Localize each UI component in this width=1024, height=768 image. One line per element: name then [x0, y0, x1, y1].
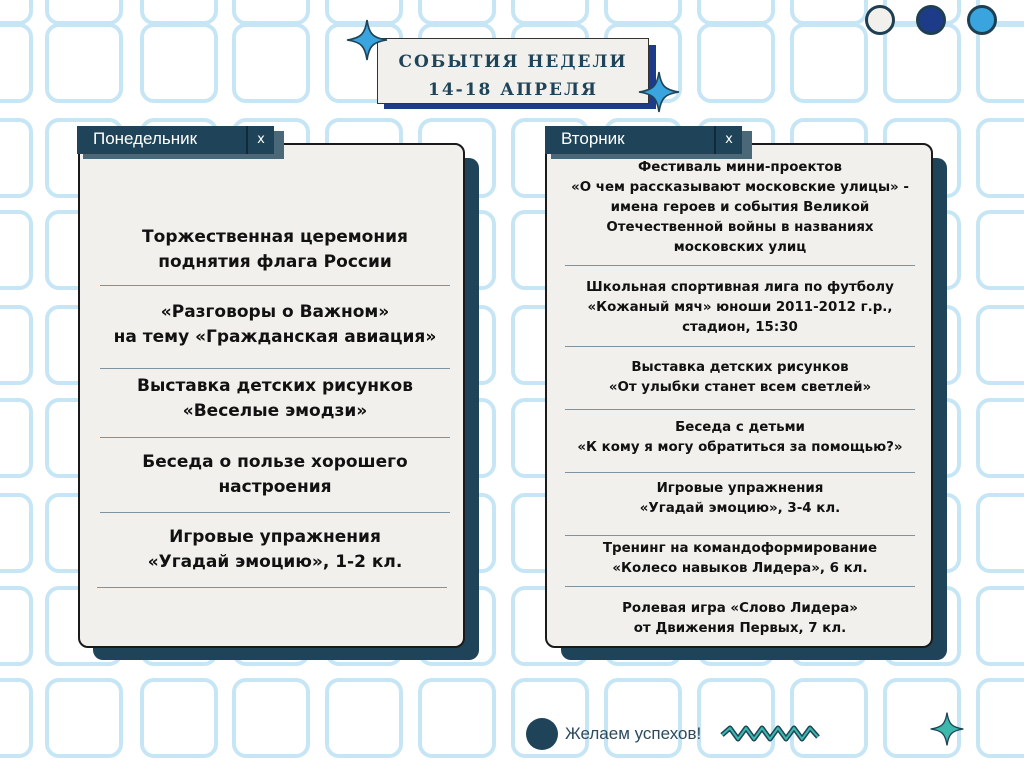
item-text: Ролевая игра «Слово Лидера» [622, 601, 858, 616]
close-icon[interactable]: x [714, 126, 742, 154]
grid-cell [883, 23, 961, 103]
list-item [559, 358, 921, 398]
item-text: «Угадай эмоцию», 1-2 кл. [147, 552, 403, 572]
divider [565, 586, 915, 587]
grid-cell [976, 586, 1024, 666]
grid-cell [418, 678, 496, 758]
grid-cell [45, 23, 123, 103]
list-item [559, 539, 921, 579]
divider [565, 535, 915, 536]
page-title [377, 38, 649, 104]
tuesday-panel [545, 143, 933, 648]
divider [565, 409, 915, 410]
grid-cell [976, 305, 1024, 385]
item-text: «Разговоры о Важном» [160, 302, 390, 322]
grid-cell [976, 210, 1024, 290]
list-item [100, 300, 450, 350]
grid-cell [0, 398, 33, 478]
divider [565, 472, 915, 473]
grid-cell [140, 23, 218, 103]
grid-cell [325, 678, 403, 758]
tab-label: Понедельник [93, 129, 198, 148]
divider [97, 587, 447, 588]
list-item [100, 525, 450, 575]
list-item [559, 479, 921, 519]
grid-cell [604, 0, 682, 25]
list-item [559, 158, 921, 258]
divider [100, 368, 450, 369]
list-item [559, 599, 921, 639]
grid-cell [976, 678, 1024, 758]
tab-label: Вторник [561, 129, 625, 148]
grid-cell [0, 586, 33, 666]
grid-cell [232, 678, 310, 758]
item-text: настроения [218, 477, 332, 497]
grid-cell [232, 0, 310, 25]
grid-cell [0, 493, 33, 573]
monday-panel [78, 143, 465, 648]
grid-cell [790, 678, 868, 758]
title-dates: 14-18 АПРЕЛЯ [428, 80, 598, 100]
tab-tuesday[interactable] [545, 126, 742, 154]
zigzag-icon [720, 725, 820, 745]
item-text: «Веселые эмодзи» [182, 401, 368, 421]
grid-cell [232, 23, 310, 103]
grid-cell [790, 0, 868, 25]
item-text: стадион, 15:30 [682, 320, 798, 335]
sparkle-icon [345, 18, 389, 62]
close-icon[interactable]: x [246, 126, 274, 154]
divider [565, 265, 915, 266]
grid-cell [976, 493, 1024, 573]
item-text: «О чем рассказывают московские улицы» - [571, 180, 909, 195]
item-text: «К кому я могу обратиться за помощью?» [577, 440, 903, 455]
footer-dot [526, 718, 558, 750]
item-text: Школьная спортивная лига по футболу [586, 280, 894, 295]
title-heading: СОБЫТИЯ НЕДЕЛИ [398, 52, 628, 72]
item-text: Игровые упражнения [656, 481, 824, 496]
divider [565, 346, 915, 347]
grid-cell [697, 0, 775, 25]
list-item [559, 418, 921, 458]
grid-cell [0, 210, 33, 290]
item-text: Торжественная церемония [142, 227, 408, 247]
divider [100, 512, 450, 513]
list-item [100, 374, 450, 424]
item-text: Фестиваль мини-проектов [637, 160, 843, 175]
grid-cell [140, 678, 218, 758]
grid-cell [976, 23, 1024, 103]
item-text: Отечественной войны в названиях [606, 220, 874, 235]
grid-cell [140, 0, 218, 25]
grid-cell [45, 0, 123, 25]
item-text: поднятия флага России [158, 252, 392, 272]
list-item [100, 450, 450, 500]
divider [100, 285, 450, 286]
grid-cell [0, 0, 33, 25]
grid-cell [511, 0, 589, 25]
list-item [559, 278, 921, 338]
grid-cell [418, 0, 496, 25]
decor-dot-blue [967, 5, 997, 35]
footer-message: Желаем успехов! [565, 724, 702, 743]
grid-cell [0, 305, 33, 385]
grid-cell [45, 678, 123, 758]
sparkle-icon [929, 711, 965, 747]
tab-monday[interactable] [77, 126, 274, 154]
sparkle-icon [637, 70, 681, 114]
item-text: «Кожаный мяч» юноши 2011-2012 г.р., [587, 300, 893, 315]
item-text: Выставка детских рисунков [137, 376, 413, 396]
grid-cell [790, 23, 868, 103]
grid-cell [976, 118, 1024, 198]
grid-cell [976, 398, 1024, 478]
grid-cell [0, 118, 33, 198]
item-text: «От улыбки станет всем светлей» [608, 380, 872, 395]
list-item [100, 225, 450, 275]
decor-dot-dark [916, 5, 946, 35]
item-text: от Движения Первых, 7 кл. [633, 621, 847, 636]
item-text: на тему «Гражданская авиация» [113, 327, 437, 347]
item-text: московских улиц [673, 240, 807, 255]
item-text: «Колесо навыков Лидера», 6 кл. [612, 561, 868, 576]
item-text: Беседа с детьми [675, 420, 805, 435]
item-text: Игровые упражнения [169, 527, 381, 547]
decor-dot-light [865, 5, 895, 35]
grid-cell [0, 23, 33, 103]
item-text: «Угадай эмоцию», 3-4 кл. [639, 501, 841, 516]
item-text: Беседа о пользе хорошего [142, 452, 408, 472]
item-text: имена героев и события Великой [610, 200, 870, 215]
divider [100, 437, 450, 438]
item-text: Выставка детских рисунков [631, 360, 849, 375]
item-text: Тренинг на командоформирование [602, 541, 878, 556]
grid-cell [697, 678, 775, 758]
grid-cell [697, 23, 775, 103]
grid-cell [0, 678, 33, 758]
